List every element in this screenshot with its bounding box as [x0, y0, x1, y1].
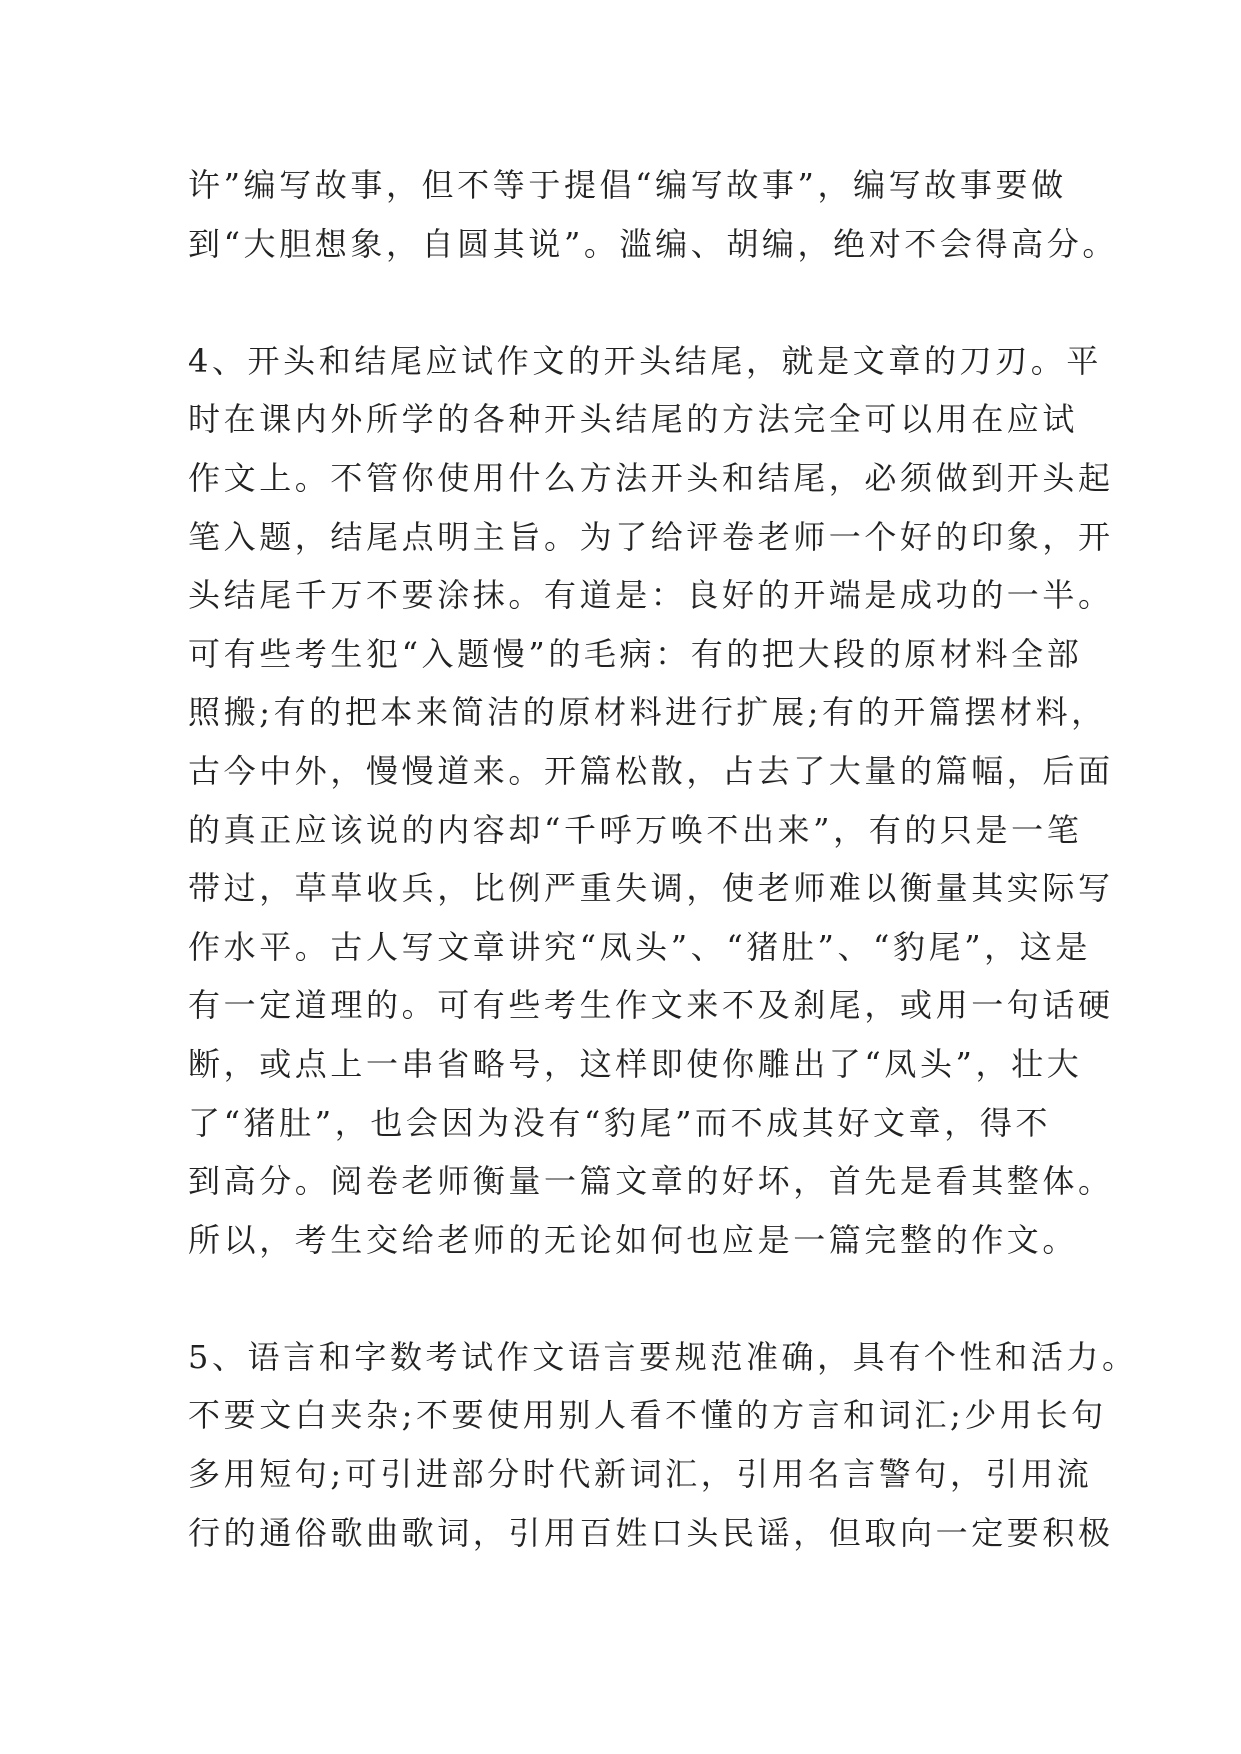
text-line: 许”编写故事，但不等于提倡“编写故事”，编写故事要做	[188, 166, 1067, 204]
text-line: 时在课内外所学的各种开头结尾的方法完全可以用在应试	[188, 400, 1079, 439]
text-line: 带过，草草收兵，比例严重失调，使老师难以衡量其实际写	[188, 869, 1114, 908]
text-line: 到高分。阅卷老师衡量一篇文章的好坏，首先是看其整体。	[188, 1162, 1114, 1201]
text-line: 头结尾千万不要涂抹。有道是：良好的开端是成功的一半。	[188, 576, 1114, 615]
text-line: 笔入题，结尾点明主旨。为了给评卷老师一个好的印象，开	[188, 517, 1114, 556]
text-line: 的真正应该说的内容却“千呼万唤不出来”，有的只是一笔	[188, 810, 1083, 849]
text-line: 可有些考生犯“入题慢”的毛病：有的把大段的原材料全部	[188, 634, 1083, 673]
text-line: 断，或点上一串省略号，这样即使你雕出了“凤头”，壮大	[188, 1044, 1083, 1083]
text-line: 行的通俗歌曲歌词，引用百姓口头民谣，但取向一定要积极	[188, 1513, 1114, 1552]
text-line: 了“猪肚”，也会因为没有“豹尾”而不成其好文章，得不	[188, 1103, 1052, 1142]
paragraph	[188, 1328, 1138, 1562]
paragraph-gap	[188, 1269, 1060, 1328]
text-line: 多用短句;可引进部分时代新词汇，引用名言警句，引用流	[188, 1455, 1093, 1494]
document-page	[188, 156, 1138, 1562]
paragraph	[188, 156, 1118, 273]
text-line: 不要文白夹杂;不要使用别人看不懂的方言和词汇;少用长句	[188, 1396, 1107, 1435]
text-line: 古今中外，慢慢道来。开篇松散，占去了大量的篇幅，后面	[188, 751, 1114, 790]
paragraph-gap	[188, 273, 1060, 332]
text-line: 照搬;有的把本来简洁的原材料进行扩展;有的开篇摆材料，	[188, 693, 1107, 732]
text-line: 4、开头和结尾应试作文的开头结尾，就是文章的刀刃。平	[188, 341, 1102, 380]
text-line: 到“大胆想象，自圆其说”。滥编、胡编，绝对不会得高分。	[188, 224, 1118, 263]
text-line: 5、语言和字数考试作文语言要规范准确，具有个性和活力。	[188, 1337, 1138, 1376]
text-line: 作文上。不管你使用什么方法开头和结尾，必须做到开头起	[188, 458, 1114, 497]
text-line: 作水平。古人写文章讲究“凤头”、“猪肚”、“豹尾”，这是	[188, 927, 1091, 966]
text-line: 所以，考生交给老师的无论如何也应是一篇完整的作文。	[188, 1220, 1079, 1259]
text-line: 有一定道理的。可有些考生作文来不及刹尾，或用一句话硬	[188, 986, 1114, 1025]
paragraph	[188, 332, 1114, 1270]
